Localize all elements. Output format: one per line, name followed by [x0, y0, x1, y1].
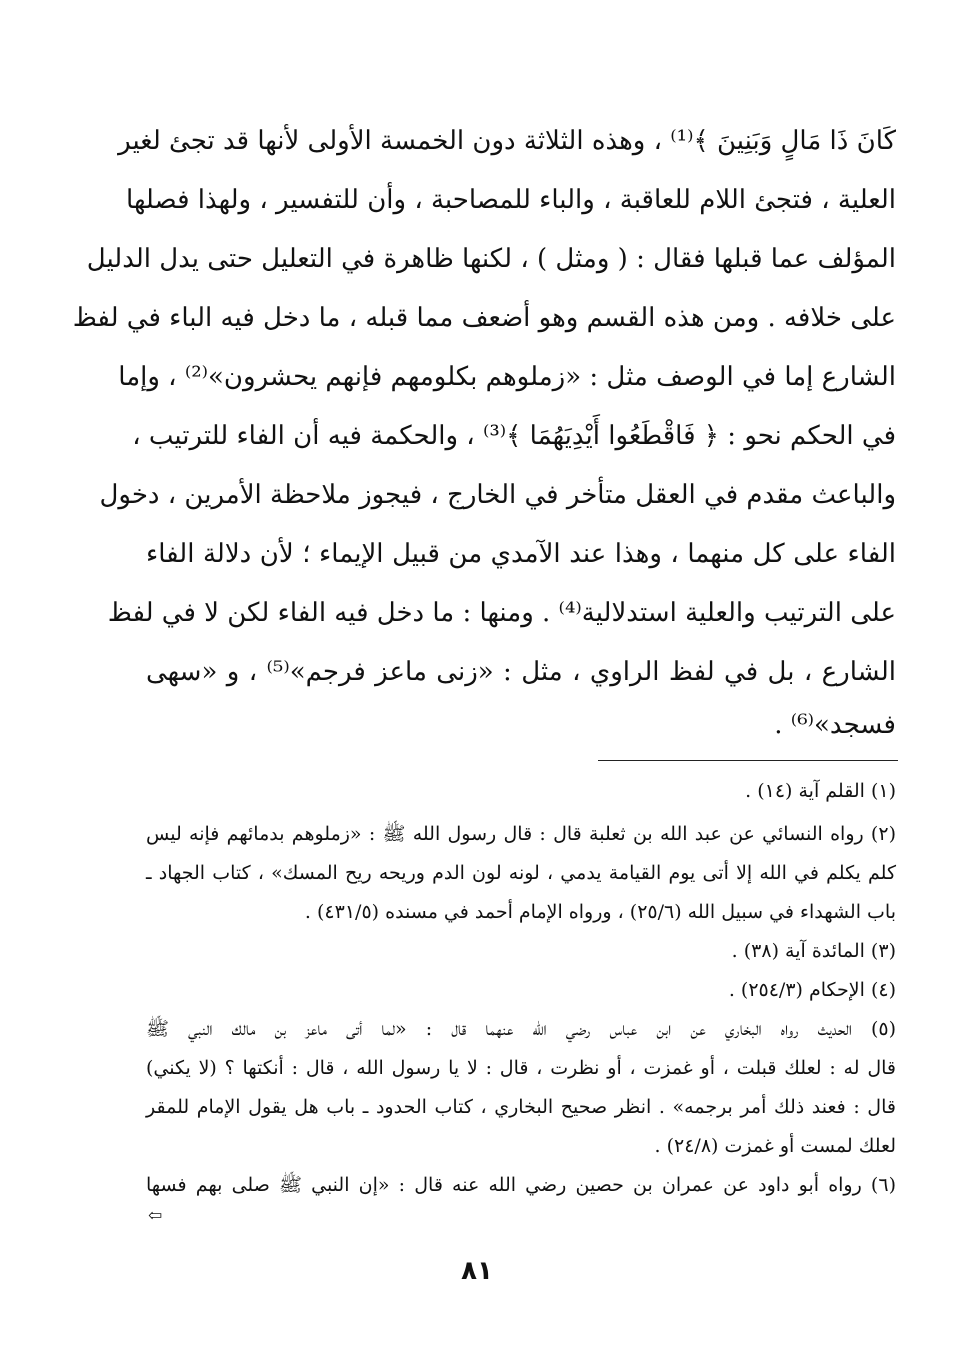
footnote-2-line: كلم يكلم في الله إلا أتى يوم القيامة يدمي ، لونه لون الدم وريحه ريح المسك» ، كتاب الجهاد ـ — [146, 862, 896, 884]
continue-arrow-icon: ⇦ — [148, 1206, 163, 1226]
text-line: الشارع إما في الوصف مثل : «زملوهم بكلومهم فإنهم يحشرون»⁽²⁾ ، وإما — [118, 362, 896, 392]
text-line: الشارع ، بل في لفظ الراوي ، مثل : «زنى ماعز فرجم»⁽⁵⁾ ، و «سهى — [146, 657, 896, 687]
footnote-5-line: لعلك لمست أو غمزت (٢٤/٨) . — [654, 1135, 896, 1157]
footnote-1: (١) القلم آية (١٤) . — [745, 780, 896, 802]
main-text — [72, 112, 896, 748]
footnote-5-line: قال : فعند ذلك أمر برجمه» . انظر صحيح البخاري ، كتاب الحدود ـ باب هل يقول الإمام للمقر — [146, 1096, 896, 1118]
footnote-5-line: (٥) الحديث رواه البخاري عن ابن عباس رضي الله عنهما قال : «لما أتى ماعز بن مالك النبي ﷺ — [146, 1018, 896, 1040]
footnote-6-line: (٦) رواه أبو داود عن عمران بن حصين رضي الله عنه قال : «إن النبي ﷺ صلى بهم فسها — [146, 1174, 896, 1196]
footnote-5-line: قال له : لعلك قبلت ، أو غمزت ، أو نظرت ، قال : لا يا رسول الله ، قال : أنكتها ؟ (لا يكني) — [146, 1057, 896, 1079]
text-line: كَانَ ذَا مَالٍ وَبَنِينَ ﴾⁽¹⁾ ، وهذه الثلاثة دون الخمسة الأولى لأنها قد تجئ لغير — [118, 126, 896, 156]
footnote-2-line: باب الشهداء في سبيل الله (٢٥/٦) ، ورواه الإمام أحمد في مسنده (٤٣١/٥) . — [304, 901, 896, 923]
text-line: المؤلف عما قبلها فقال : ( ومثل ) ، لكنها ظاهرة في التعليل حتى يدل الدليل — [86, 244, 896, 274]
text-line: العلية ، فتجئ اللام للعاقبة ، والباء للمصاحبة ، وأن للتفسير ، ولهذا فصلها — [126, 185, 896, 215]
text-line: الفاء على كل منهما ، وهذا عند الآمدي من قبيل الإيماء ؛ لأن دلالة الفاء — [146, 539, 896, 569]
text-line: على خلافه . ومن هذه القسم وهو أضعف مما قبله ، ما دخل فيه الباء في لفظ — [72, 303, 896, 333]
text-line: في الحكم نحو : ﴿ فَاقْطَعُوا أَيْدِيَهُمَا ﴾⁽³⁾ ، والحكمة فيه أن الفاء للترتيب ، — [132, 421, 896, 451]
footnote-2-line: (٢) رواه النسائي عن عبد الله بن ثعلبة قال : قال رسول الله ﷺ : «زملوهم بدمائهم فإنه ليس — [146, 823, 896, 845]
text-line: والباعث مقدم في العقل متأخر في الخارج ، فيجوز ملاحظة الأمرين ، دخول — [99, 480, 896, 510]
footnote-separator — [598, 760, 898, 761]
footnotes — [146, 772, 896, 1227]
text-line: على الترتيب والعلية استدلالية⁽⁴⁾ . ومنها : ما دخل فيه الفاء لكن لا في لفظ — [107, 598, 896, 628]
page-number: ٨١ — [461, 1256, 493, 1286]
footnote-4: (٤) الإحكام (٢٥٤/٣) . — [728, 979, 896, 1001]
footnote-3: (٣) المائدة آية (٣٨) . — [731, 940, 896, 962]
text-line: فسجد»⁽⁶⁾ . — [774, 710, 896, 740]
